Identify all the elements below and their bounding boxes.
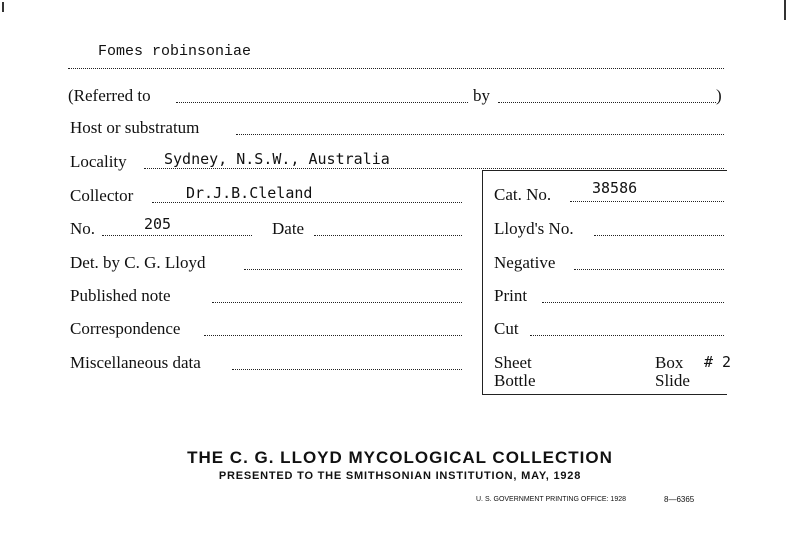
det-by-label: Det. by C. G. Lloyd	[70, 253, 206, 272]
slide-label: Slide	[655, 371, 690, 390]
det-by-line	[244, 269, 462, 270]
cut-line	[530, 335, 724, 336]
cut-label: Cut	[494, 319, 519, 338]
no-value: 205	[144, 215, 172, 233]
print-line	[542, 302, 724, 303]
correspondence-label: Correspondence	[70, 319, 181, 338]
misc-label: Miscellaneous data	[70, 353, 201, 372]
print-label: Print	[494, 286, 528, 305]
collector-label: Collector	[70, 186, 134, 205]
lloyds-no-line	[594, 235, 724, 236]
bottle-label: Bottle	[494, 371, 536, 390]
published-note-label: Published note	[70, 286, 171, 305]
correspondence-line	[204, 335, 462, 336]
species-name: Fomes robinsoniae	[98, 43, 252, 60]
form-number: 8—6365	[664, 495, 695, 504]
no-line	[102, 235, 252, 236]
left-edge-mark	[2, 2, 4, 12]
right-edge-line	[784, 0, 786, 20]
referred-to-label: (Referred to	[68, 86, 151, 105]
no-label: No.	[70, 219, 96, 238]
date-label: Date	[272, 219, 305, 238]
locality-value: Sydney, N.S.W., Australia	[164, 150, 390, 168]
collection-title: THE C. G. LLOYD MYCOLOGICAL COLLECTION	[187, 448, 613, 467]
box-value: # 2	[704, 353, 732, 371]
cat-no-label: Cat. No.	[494, 185, 552, 204]
by-line	[498, 102, 716, 103]
date-line	[314, 235, 462, 236]
host-line	[236, 134, 724, 135]
cat-no-line	[570, 201, 724, 202]
close-paren: )	[716, 86, 722, 105]
locality-label: Locality	[70, 152, 127, 171]
species-line	[68, 68, 724, 69]
negative-label: Negative	[494, 253, 556, 272]
printing-office-note: U. S. GOVERNMENT PRINTING OFFICE: 1928	[476, 496, 627, 503]
collection-subtitle: PRESENTED TO THE SMITHSONIAN INSTITUTION, MAY, 1928	[218, 470, 582, 482]
referred-to-line	[176, 102, 468, 103]
misc-line	[232, 369, 462, 370]
sheet-label: Sheet	[494, 353, 532, 372]
negative-line	[574, 269, 724, 270]
by-label: by	[473, 86, 490, 105]
locality-line	[144, 168, 724, 169]
published-note-line	[212, 302, 462, 303]
box-label: Box	[655, 353, 684, 372]
collector-value: Dr.J.B.Cleland	[186, 184, 313, 202]
cat-no-value: 38586	[592, 179, 638, 197]
host-label: Host or substratum	[70, 118, 200, 137]
lloyds-no-label: Lloyd's No.	[494, 219, 574, 238]
collector-line	[152, 202, 462, 203]
